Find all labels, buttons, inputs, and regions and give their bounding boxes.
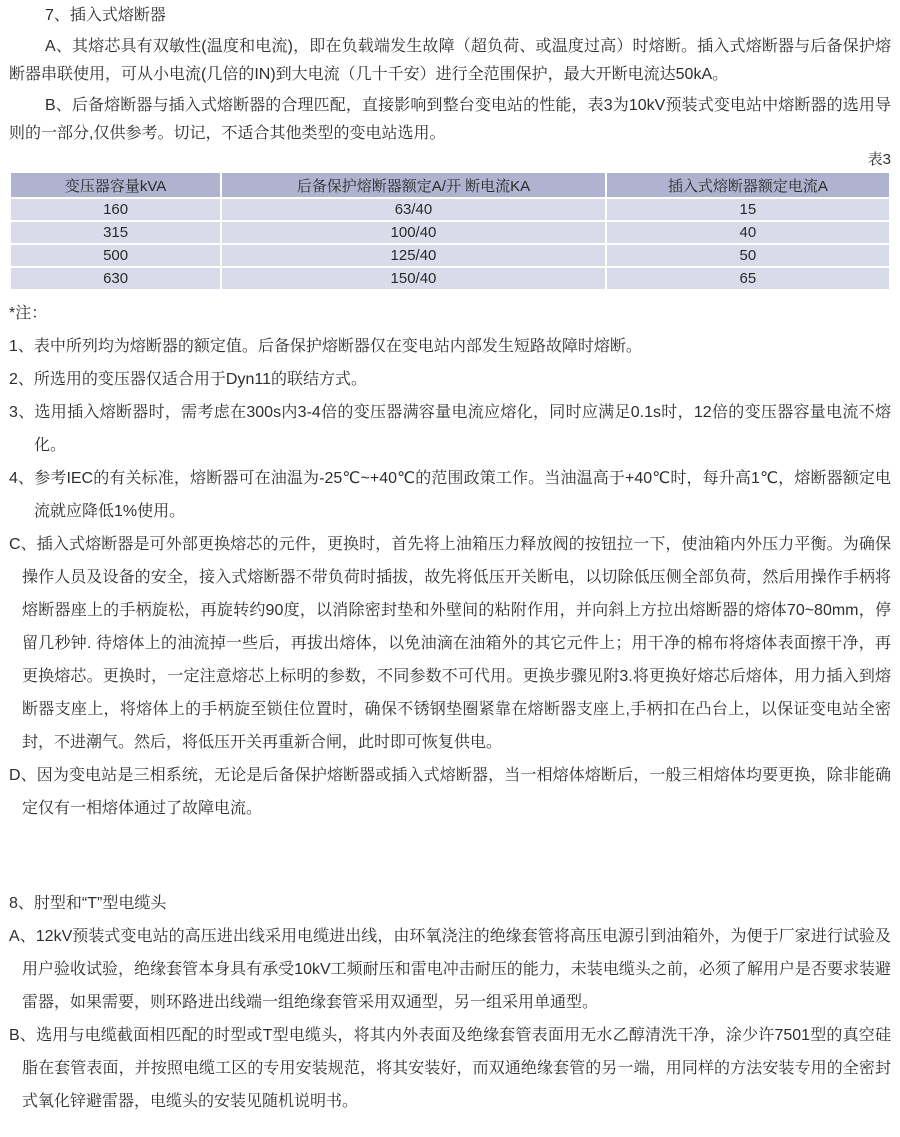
header-plugin-fuse-current: 插入式熔断器额定电流A [606,172,890,198]
cell-capacity: 160 [10,198,221,221]
cell-backup-rating: 150/40 [221,267,606,290]
note-item-3 [9,396,891,462]
cell-capacity: 630 [10,267,221,290]
paragraph-d [9,759,891,825]
cell-plugin-current: 15 [606,198,890,221]
note-text: 参考IEC的有关标准，熔断器可在油温为-25℃~+40℃的范围政策工作。当油温高于+40℃时，每升高1℃，熔断器额定电流就应降低1%使用。 [34,470,891,520]
note-label: 2、 [9,371,34,388]
paragraph-label: A、 [9,928,36,945]
section8-heading: 8、肘型和“T”型电缆头 [9,895,167,912]
cell-plugin-current: 65 [606,267,890,290]
note-text: 所选用的变压器仅适合用于Dyn11的联结方式。 [33,371,367,388]
section8-paragraph-a [9,920,891,1019]
note-label: 3、 [9,404,35,421]
cell-plugin-current: 50 [606,244,890,267]
cell-backup-rating: 125/40 [221,244,606,267]
paragraph-label: C、 [9,536,37,553]
fuse-selection-table [9,171,891,291]
cell-capacity: 315 [10,221,221,244]
notes-title: *注： [9,305,48,322]
header-backup-fuse-rating: 后备保护熔断器额定A/开 断电流KA [221,172,606,198]
cell-backup-rating: 100/40 [221,221,606,244]
paragraph-text: 选用与电缆截面相匹配的时型或T型电缆头，将其内外表面及绝缘套管表面用无水乙醇清洗干净，涂少许7501型的真空硅脂在套管表面，并按照电缆工区的专用安装规范，将其安装好，而双通绝缘套管的另一端，用同样的方法安装专用的全密封式氧化锌避雷器，电缆头的安装见随机说明书。 [22,1027,891,1110]
cell-plugin-current: 40 [606,221,890,244]
note-text: 表中所列均为熔断器的额定值。后备保护熔断器仅在变电站内部发生短路故障时熔断。 [33,338,642,355]
paragraph-text: 插入式熔断器是可外部更换熔芯的元件，更换时，首先将上油箱压力释放阀的按钮拉一下，使油箱内外压力平衡。为确保操作人员及设备的安全，接入式熔断器不带负荷时插拔，故先将低压开关断电，以切除低压侧全部负荷，然后用操作手柄将熔断器座上的手柄旋松，再旋转约90度，以消除密封垫和外壁间的粘附作用，并向斜上方拉出熔断器的熔体70~80mm，停留几秒钟. 待熔体上的油流掉一些后，再拔出熔体，以免油滴在油箱外的其它元件上；用干净的棉布将熔体表面擦干净，再更换熔芯。更换时，一定注意熔芯上标明的参数，不同参数不可代用。更换步骤见附3.将更换好熔芯后熔体，用力插入到熔断器支座上，将熔体上的手柄旋至锁住位置时，确保不锈钢垫圈紧靠在熔断器支座上,手柄扣在凸台上，以保证变电站全密封，不进潮气。然后，将低压开关再重新合闸，此时即可恢复供电。 [22,536,891,751]
table-row [10,221,890,244]
table-caption: 表3 [867,151,891,168]
cell-backup-rating: 63/40 [221,198,606,221]
paragraph-label: B、 [9,1027,37,1044]
note-item-1 [9,330,891,363]
paragraph-c [9,528,891,759]
note-label: 4、 [9,470,35,487]
note-item-2 [9,363,891,396]
note-item-4 [9,462,891,528]
table-row [10,198,890,221]
note-text: 选用插入熔断器时，需考虑在300s内3-4倍的变压器满容量电流应熔化，同时应满足0.1s时，12倍的变压器容量电流不熔化。 [34,404,891,454]
header-transformer-capacity: 变压器容量kVA [10,172,221,198]
section8-paragraph-b [9,1019,891,1118]
section7-paragraph-b: B、后备熔断器与插入式熔断器的合理匹配，直接影响到整台变电站的性能，表3为10kV预装式变电站中熔断器的选用导则的一部分,仅供参考。切记，不适合其他类型的变电站选用。 [9,97,891,142]
section7-paragraph-a: A、其熔芯具有双敏性(温度和电流)，即在负载端发生故障（超负荷、或温度过高）时熔断。插入式熔断器与后备保护熔断器串联使用，可从小电流(几倍的IN)到大电流（几十千安）进行全范围保护，最大开断电流达50kA。 [9,38,891,83]
cell-capacity: 500 [10,244,221,267]
paragraph-label: D、 [9,767,37,784]
table-row [10,267,890,290]
section7-heading: 7、插入式熔断器 [45,7,166,24]
note-label: 1、 [9,338,34,355]
section8 [9,887,891,1118]
table-row [10,244,890,267]
paragraph-text: 因为变电站是三相系统，无论是后备保护熔断器或插入式熔断器，当一相熔体熔断后，一般三相熔体均要更换，除非能确定仅有一相熔体通过了故障电流。 [22,767,891,817]
table-header-row [10,172,890,198]
paragraph-text: 12kV预装式变电站的高压进出线采用电缆进出线，由环氧浇注的绝缘套管将高压电源引到油箱外，为便于厂家进行试验及用户验收试验，绝缘套管本身具有承受10kV工频耐压和雷电冲击耐压的能力，未装电缆头之前，必须了解用户是否要求装避雷器，如果需要，则环路进出线端一组绝缘套管采用双通型，另一组采用单通型。 [22,928,891,1011]
